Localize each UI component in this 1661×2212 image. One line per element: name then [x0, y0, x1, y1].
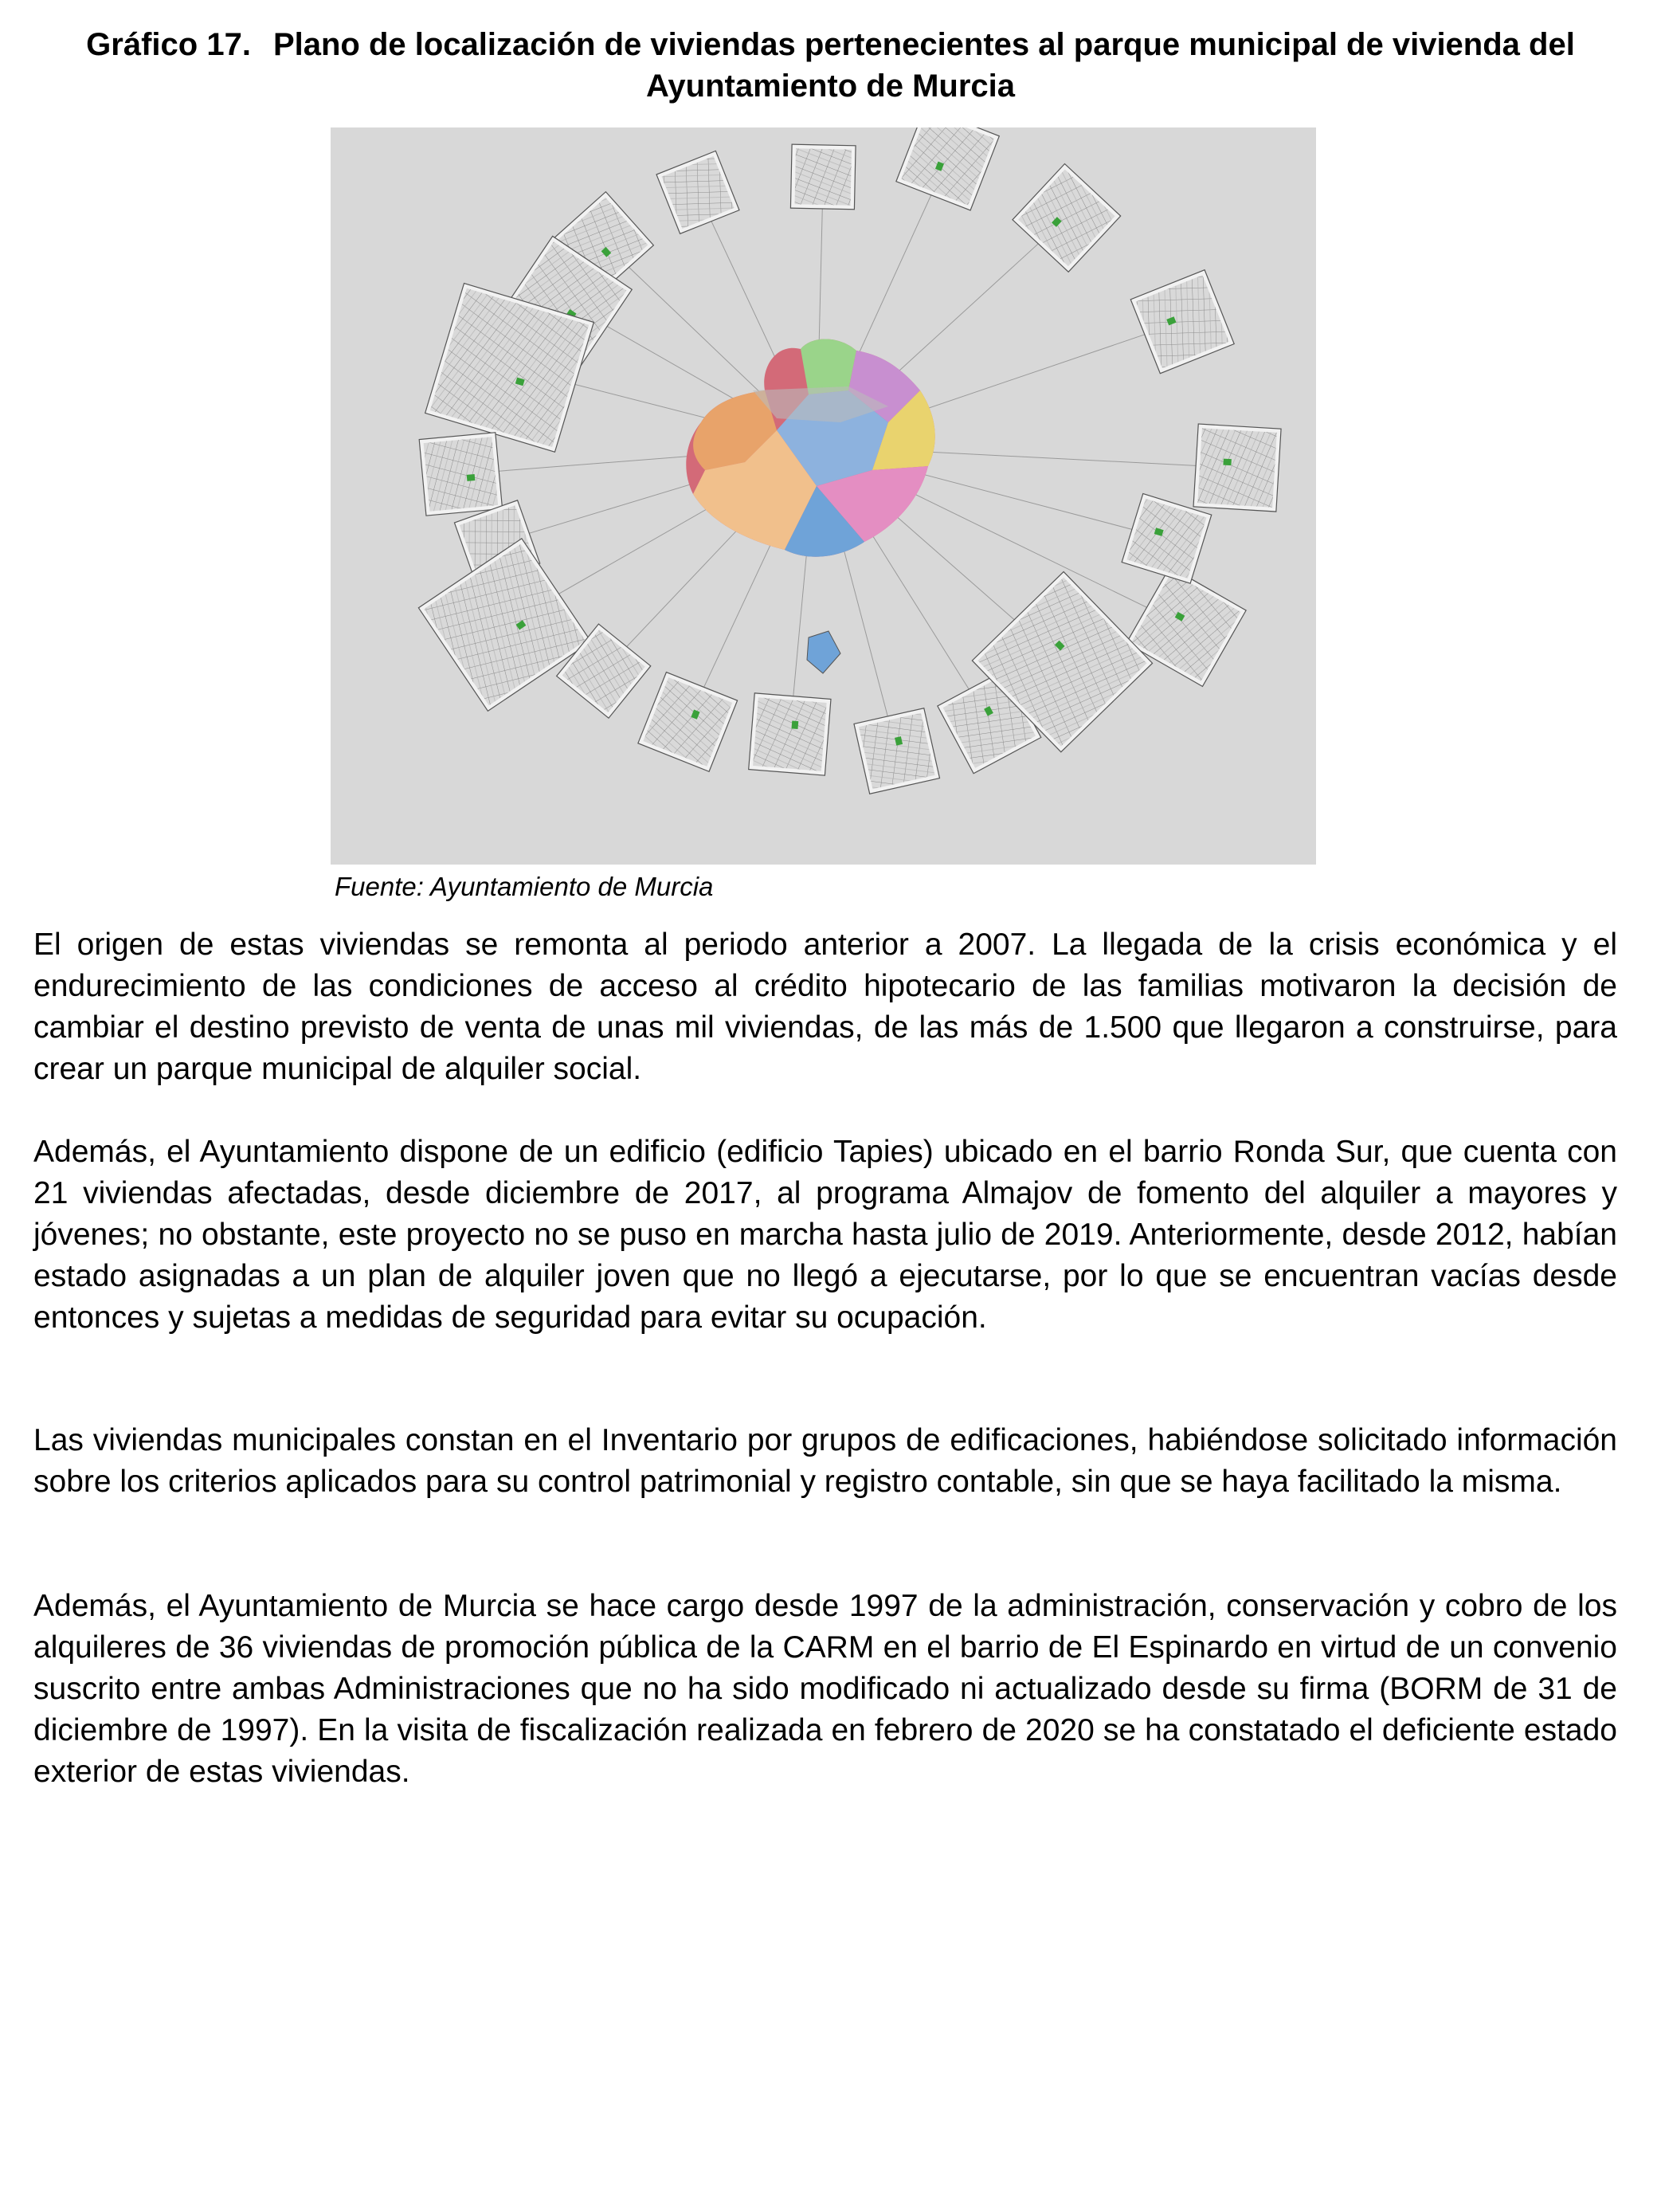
- district-detail-map: [419, 433, 502, 516]
- map-region: [801, 339, 856, 394]
- district-detail-map: [790, 144, 856, 210]
- paragraph-1: El origen de estas viviendas se remonta al periodo anterior a 2007. La llegada de la crisis económica y el endurecimiento de las condiciones de acceso al crédito hipotecario de las familias motivaron la decisión de cambiar el destino previsto de venta de unas mil viviendas, de las más de 1.500 que llegaron a construirse, para crear un parque municipal de alquiler social.: [33, 928, 1617, 1086]
- figure-title: [48, 24, 1613, 107]
- figure-title-text: Plano de localización de viviendas pertenecientes al parque municipal de vivienda del Ayuntamiento de Murcia: [272, 27, 1575, 104]
- map-illustration: [331, 127, 1316, 865]
- figure-source: Fuente: Ayuntamiento de Murcia: [335, 872, 714, 901]
- figure-number: Gráfico 17.: [86, 27, 251, 62]
- paragraph-2: Además, el Ayuntamiento dispone de un edificio (edificio Tapies) ubicado en el barrio Ronda Sur, que cuenta con 21 viviendas afectadas, desde diciembre de 2017, al programa Almajov de fomento del alquiler a mayores y jóvenes; no obstante, este proyecto no se puso en marcha hasta julio de 2019. Anteriormente, desde 2012, habían estado asignadas a un plan de alquiler joven que no llegó a ejecutarse, por lo que se encuentran vacías desde entonces y sujetas a medidas de seguridad para evitar su ocupación.: [33, 1135, 1617, 1335]
- district-detail-map: [1193, 424, 1281, 512]
- district-detail-map: [854, 708, 940, 794]
- district-detail-map: [749, 693, 831, 775]
- paragraph-3: Las viviendas municipales constan en el Inventario por grupos de edificaciones, habiéndose solicitado información sobre los criterios aplicados para su control patrimonial y registro contable, sin que se haya facilitado la misma.: [33, 1423, 1617, 1499]
- murcia-housing-map-photo: [331, 127, 1316, 865]
- paragraph-4: Además, el Ayuntamiento de Murcia se hace cargo desde 1997 de la administración, conservación y cobro de los alquileres de 36 viviendas de promoción pública de la CARM en el barrio de El Espinardo en virtud de un convenio suscrito entre ambas Administraciones que no ha sido modificado ni actualizado desde su firma (BORM de 31 de diciembre de 1997). En la visita de fiscalización realizada en febrero de 2020 se ha constatado el deficiente estado exterior de estas viviendas.: [33, 1589, 1617, 1789]
